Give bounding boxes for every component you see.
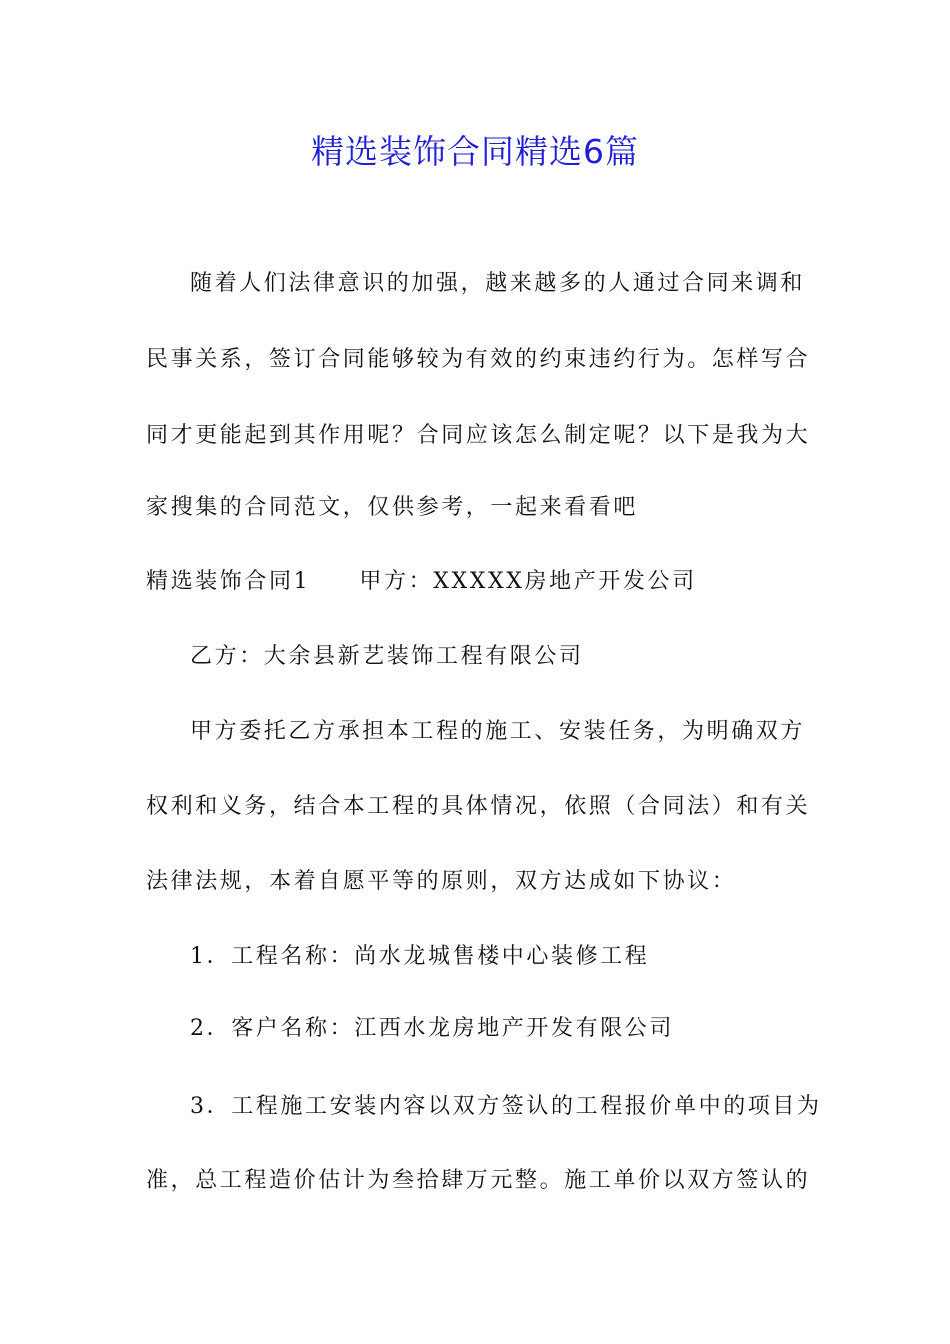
paragraph-line: 法律法规，本着自愿平等的原则，双方达成如下协议： — [146, 869, 737, 894]
list-item: 1．工程名称：尚水龙城售楼中心装修工程 — [190, 944, 650, 969]
paragraph-line: 民事关系，签订合同能够较为有效的约束违约行为。怎样写合 — [146, 347, 811, 372]
paragraph-line: 同才更能起到其作用呢？合同应该怎么制定呢？以下是我为大 — [146, 423, 811, 448]
paragraph-line: 权利和义务，结合本工程的具体情况，依照（合同法）和有关 — [146, 794, 811, 819]
document-title: 精选装饰合同精选6篇 — [311, 132, 639, 171]
paragraph-line: 随着人们法律意识的加强，越来越多的人通过合同来调和 — [190, 271, 806, 296]
list-item: 3．工程施工安装内容以双方签认的工程报价单中的项目为 — [190, 1094, 822, 1119]
paragraph-line: 家搜集的合同范文，仅供参考，一起来看看吧 — [146, 495, 639, 520]
section-heading-line: 精选装饰合同1 甲方：XXXXX房地产开发公司 — [146, 569, 697, 594]
paragraph-line: 准，总工程造价估计为叁拾肆万元整。施工单价以双方签认的 — [146, 1168, 811, 1193]
list-item: 2．客户名称：江西水龙房地产开发有限公司 — [190, 1016, 674, 1041]
paragraph-line: 甲方委托乙方承担本工程的施工、安装任务，为明确双方 — [190, 719, 806, 744]
paragraph-line: 乙方：大余县新艺装饰工程有限公司 — [190, 644, 584, 669]
